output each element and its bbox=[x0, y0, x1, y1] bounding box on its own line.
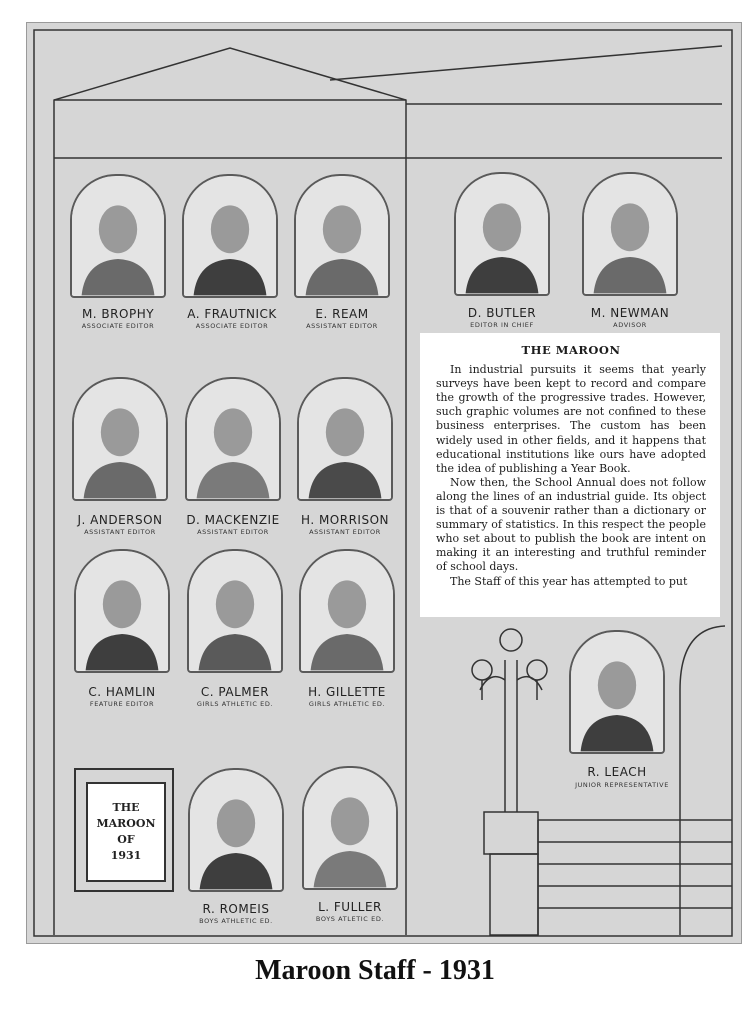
staff-role: BOYS ATHLETIC ED. bbox=[199, 917, 273, 925]
staff-name: C. PALMER bbox=[200, 685, 270, 699]
staff-name: M. NEWMAN bbox=[590, 306, 670, 320]
maroon-plaque bbox=[74, 768, 174, 892]
page-caption: Maroon Staff - 1931 bbox=[255, 955, 495, 986]
staff-role: JUNIOR REPRESENTATIVE bbox=[575, 781, 669, 789]
portrait-photo bbox=[299, 549, 395, 673]
staff-name: C. HAMLIN bbox=[88, 685, 156, 699]
portrait-photo bbox=[182, 174, 278, 298]
staff-role: GIRLS ATHLETIC ED. bbox=[196, 700, 274, 708]
staff-role: ASSOCIATE EDITOR bbox=[81, 322, 155, 330]
staff-name: D. MACKENZIE bbox=[186, 513, 280, 527]
staff-name: E. REAM bbox=[315, 307, 369, 321]
staff-name: J. ANDERSON bbox=[77, 513, 163, 527]
plaque-line: 1931 bbox=[110, 849, 142, 862]
staff-role: ASSISTANT EDITOR bbox=[197, 528, 269, 536]
staff-name: R. ROMEIS bbox=[202, 902, 270, 916]
staff-name: H. MORRISON bbox=[301, 513, 389, 527]
portrait-photo bbox=[72, 377, 168, 501]
article-paragraph: The Staff of this year has attempted to put bbox=[450, 574, 688, 588]
staff-role: ASSISTANT EDITOR bbox=[306, 322, 378, 330]
staff-role: ASSOCIATE EDITOR bbox=[195, 322, 269, 330]
staff-role: ASSISTANT EDITOR bbox=[309, 528, 381, 536]
portrait-photo bbox=[294, 174, 390, 298]
portrait-photo bbox=[569, 630, 665, 754]
article-title: THE MAROON bbox=[521, 343, 621, 357]
portrait-photo bbox=[188, 768, 284, 892]
article-box bbox=[420, 333, 720, 617]
portrait-photo bbox=[297, 377, 393, 501]
portrait-photo bbox=[582, 172, 678, 296]
plaque-line: OF bbox=[117, 833, 135, 846]
plaque-label bbox=[86, 782, 166, 882]
staff-name: L. FULLER bbox=[318, 900, 382, 914]
staff-role: ADVISOR bbox=[613, 321, 647, 329]
staff-role: BOYS ATLETIC ED. bbox=[315, 915, 385, 923]
portrait-photo bbox=[74, 549, 170, 673]
plaque-line: MAROON bbox=[96, 817, 156, 830]
staff-name: D. BUTLER bbox=[467, 306, 537, 320]
portrait-photo bbox=[185, 377, 281, 501]
staff-name: R. LEACH bbox=[587, 765, 647, 779]
portrait-photo bbox=[454, 172, 550, 296]
plaque-line: THE bbox=[112, 801, 140, 814]
staff-role: ASSISTANT EDITOR bbox=[84, 528, 156, 536]
portrait-photo bbox=[187, 549, 283, 673]
portrait-photo bbox=[302, 766, 398, 890]
staff-role: FEATURE EDITOR bbox=[89, 700, 155, 708]
portrait-photo bbox=[70, 174, 166, 298]
staff-name: M. BROPHY bbox=[81, 307, 155, 321]
article-paragraph: Now then, the School Annual does not follow along the lines of an industrial guide. Its object is that of a souvenir rather than a dictionary or summary of statistics. In this respect the people who set about to publish the book are intent on making it an interesting and truthful reminder of school days. bbox=[436, 475, 706, 574]
staff-role: GIRLS ATHLETIC ED. bbox=[308, 700, 386, 708]
staff-name: H. GILLETTE bbox=[308, 685, 386, 699]
staff-name: A. FRAUTNICK bbox=[187, 307, 277, 321]
staff-role: EDITOR IN CHIEF bbox=[470, 321, 534, 329]
article-paragraph: In industrial pursuits it seems that yearly surveys have been kept to record and compare the growth of the progressive trades. However, such graphic volumes are not confined to these business enterprises. The custom has been widely used in other fields, and it happens that educational institutions like ours have adopted the idea of publishing a Year Book. bbox=[436, 363, 706, 475]
